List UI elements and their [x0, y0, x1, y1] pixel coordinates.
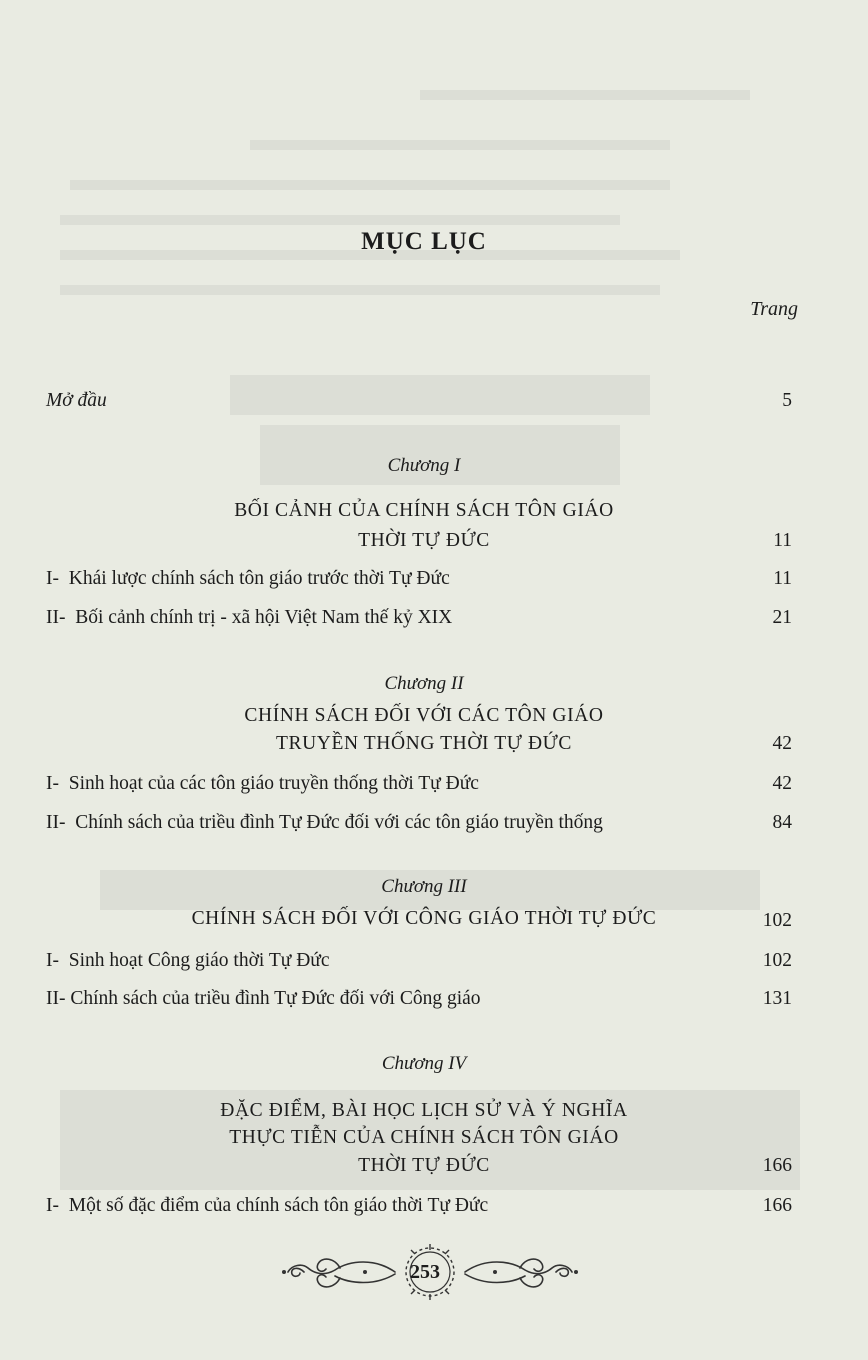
toc-entry[interactable] [46, 1195, 792, 1221]
toc-entry-label [46, 773, 479, 795]
chapter-label: Chương I [387, 455, 461, 476]
toc-entry-page: 5 [782, 390, 792, 411]
toc-entry-label [46, 988, 481, 1010]
toc-entry-page: 102 [762, 950, 792, 971]
toc-entry-label: Mở đầu [46, 390, 107, 411]
chapter-heading-line: CHÍNH SÁCH ĐỐI VỚI CÁC TÔN GIÁO [244, 705, 604, 726]
chapter-label: Chương II [384, 673, 464, 694]
toc-entry-label [46, 950, 330, 972]
page-footer [280, 1238, 580, 1306]
toc-entry-label [46, 1195, 488, 1217]
toc-entry[interactable] [46, 988, 792, 1014]
toc-entry[interactable] [46, 568, 792, 594]
page-title: MỤC LỤC [361, 228, 487, 255]
toc-entry-label [46, 812, 603, 834]
chapter-heading-line: THỰC TIỄN CỦA CHÍNH SÁCH TÔN GIÁO [229, 1127, 619, 1148]
chapter-page: 42 [772, 733, 792, 754]
section-number: I- [46, 773, 59, 794]
section-title: Chính sách của triều đình Tự Đức đối với các tôn giáo truyền thống [75, 812, 603, 833]
toc-entry-page: 84 [772, 812, 792, 833]
chapter-page: 166 [762, 1155, 792, 1176]
toc-entry-page: 131 [762, 988, 792, 1009]
chapter-page: 11 [773, 530, 792, 551]
chapter-heading-line: BỐI CẢNH CỦA CHÍNH SÁCH TÔN GIÁO [234, 500, 614, 521]
chapter-label: Chương III [381, 876, 467, 897]
section-number: II- [46, 988, 66, 1009]
toc-entry[interactable] [46, 607, 792, 633]
chapter-heading-line: TRUYỀN THỐNG THỜI TỰ ĐỨC [276, 733, 572, 754]
chapter-page: 102 [762, 910, 792, 931]
section-number: I- [46, 1195, 59, 1216]
section-number: I- [46, 950, 59, 971]
toc-entry-label [46, 607, 452, 629]
section-title: Chính sách của triều đình Tự Đức đối với Công giáo [70, 988, 481, 1009]
toc-entry-label [46, 568, 450, 590]
toc-entry-page: 21 [772, 607, 792, 628]
chapter-label: Chương IV [381, 1053, 467, 1074]
section-title: Khái lược chính sách tôn giáo trước thời Tự Đức [68, 568, 450, 589]
toc-entry-page: 42 [772, 773, 792, 794]
chapter-heading-line: THỜI TỰ ĐỨC [358, 1155, 490, 1176]
section-title: Bối cảnh chính trị - xã hội Việt Nam thế kỷ XIX [75, 607, 453, 628]
toc-entry[interactable] [46, 812, 792, 838]
toc-entry-page: 166 [762, 1195, 792, 1216]
section-number: I- [46, 568, 59, 589]
toc-entry-page: 11 [773, 568, 792, 589]
page-column-label: Trang [750, 298, 798, 320]
chapter-heading-line: CHÍNH SÁCH ĐỐI VỚI CÔNG GIÁO THỜI TỰ ĐỨC [191, 908, 657, 929]
section-title: Sinh hoạt của các tôn giáo truyền thống thời Tự Đức [68, 773, 479, 794]
section-number: II- [46, 607, 66, 628]
section-title: Sinh hoạt Công giáo thời Tự Đức [68, 950, 330, 971]
toc-entry[interactable] [46, 950, 792, 976]
section-number: II- [46, 812, 66, 833]
page-number: 253 [410, 1261, 440, 1283]
toc-entry-intro[interactable] [46, 390, 792, 416]
toc-entry[interactable] [46, 773, 792, 799]
chapter-heading-line: THỜI TỰ ĐỨC [358, 530, 490, 551]
chapter-heading-line: ĐẶC ĐIỂM, BÀI HỌC LỊCH SỬ VÀ Ý NGHĨA [220, 1100, 628, 1121]
section-title: Một số đặc điểm của chính sách tôn giáo thời Tự Đức [68, 1195, 489, 1216]
